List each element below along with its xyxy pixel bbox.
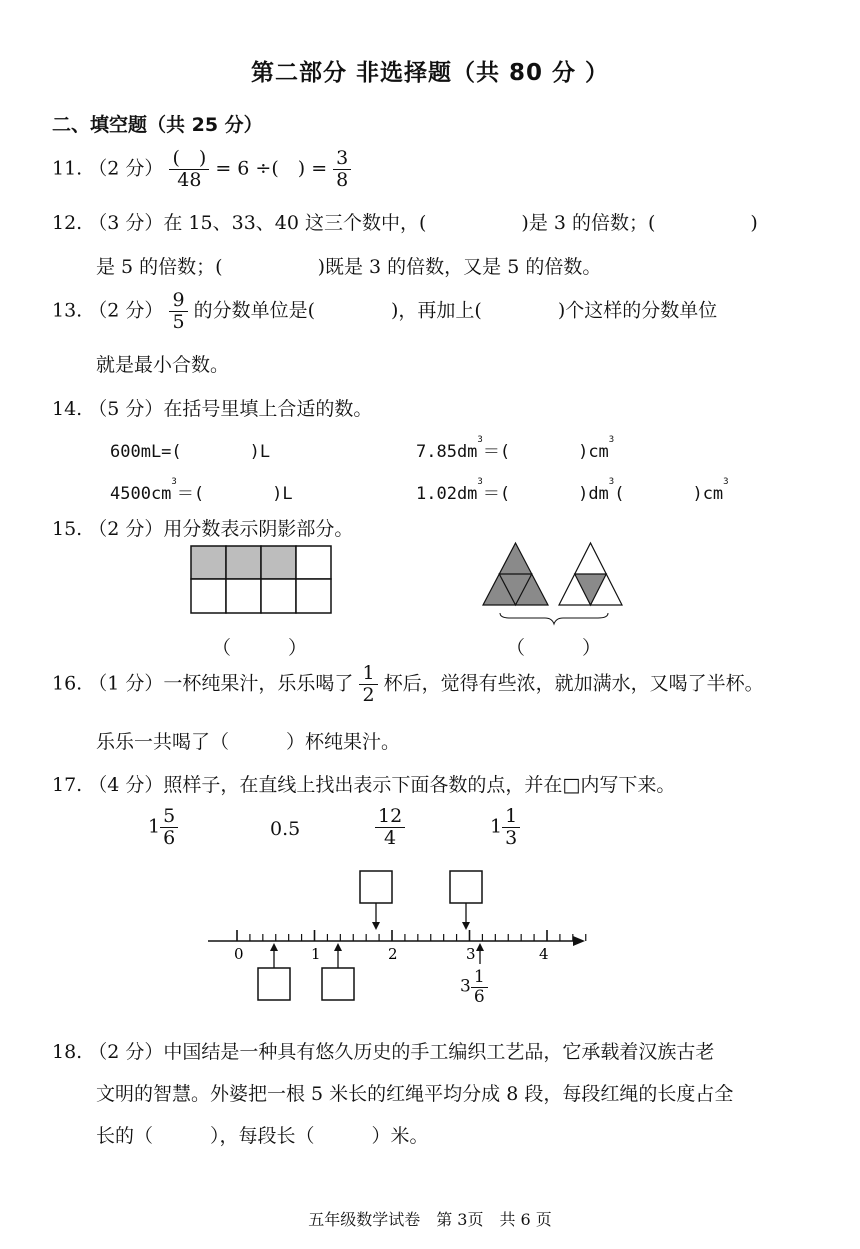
q17-value-4 (490, 806, 520, 849)
grid-cell (296, 546, 331, 579)
q14-b2 (416, 479, 729, 504)
triangles-figure (480, 540, 625, 632)
answer-box-bottom-2 (322, 968, 354, 1000)
question-13 (52, 290, 717, 333)
q11-frac1-numerator[interactable]: ( ) (169, 148, 209, 170)
q17-value-1 (148, 806, 178, 849)
number-line-figure (205, 868, 590, 1004)
q14-a1: 600mL=( )L (110, 442, 271, 462)
q14-b2-sup2: 3 (608, 477, 615, 487)
q18-line1: （2 分）中国结是一种具有悠久历史的手工编织工艺品，它承载着汉族古老 (88, 1041, 715, 1063)
q16-text2: 杯后，觉得有些浓，就加满水，又喝了半杯。 (383, 672, 764, 695)
question-18 (52, 1037, 714, 1064)
grid-cell-shaded (261, 546, 296, 579)
q17-number: 17. (52, 774, 83, 796)
q12-line1: （3 分）在 15、33、40 这三个数中，( )是 3 的倍数；( ) (88, 212, 758, 234)
v4-denominator: 3 (505, 826, 518, 849)
q14-b2-blank1: ＝( )dm (482, 484, 609, 504)
q13-line1: 的分数单位是( )，再加上( )个这样的分数单位 (193, 299, 718, 322)
q14-a2-blank: ＝( )cm (482, 442, 609, 462)
q15-answer-2[interactable]: （ ） (506, 637, 602, 659)
q13-fraction (169, 290, 187, 333)
v3-denominator: 4 (384, 826, 397, 849)
q14-b1-sup: 3 (171, 477, 177, 487)
grid-cell (226, 579, 261, 613)
q14-b1 (110, 479, 293, 504)
q14-b1-value: 4500cm (110, 484, 172, 504)
q11-fraction-1 (169, 148, 209, 191)
q16-text1: （1 分）一杯纯果汁，乐乐喝了 (88, 672, 354, 695)
v4-whole: 1 (490, 815, 503, 838)
grid-cell (191, 579, 226, 613)
q15-answer-1[interactable]: （ ） (212, 637, 308, 659)
q13-denominator: 5 (172, 310, 185, 333)
question-16 (52, 663, 764, 706)
q16-fraction (359, 663, 377, 706)
q14-b2-sup: 3 (477, 477, 483, 487)
arrow-up-icon (476, 943, 484, 951)
q17-value-3 (375, 806, 405, 849)
answer-box-bottom-1 (258, 968, 290, 1000)
brace (500, 613, 608, 624)
q14-a2 (416, 437, 614, 462)
q14-b2-sup3: 3 (723, 477, 729, 487)
q11-fraction-2 (333, 148, 351, 191)
q11-frac2-numerator: 3 (333, 148, 351, 170)
q16-numerator: 1 (359, 663, 377, 685)
tick-label-4: 4 (539, 945, 549, 963)
answer-box-top-1 (360, 871, 392, 903)
example-whole: 3 (460, 976, 471, 997)
q14-a2-value: 7.85dm (416, 442, 478, 462)
axis-arrowhead (573, 936, 585, 946)
grid-cell (261, 579, 296, 613)
q13-numerator: 9 (169, 290, 187, 312)
section-heading: 二、填空题（共 25 分） (52, 114, 263, 136)
example-numerator: 1 (471, 968, 488, 988)
q17-line1: （4 分）照样子，在直线上找出表示下面各数的点，并在□内写下来。 (88, 774, 676, 796)
q14-b1-blank: ＝( )L (176, 484, 293, 504)
q18-number: 18. (52, 1041, 83, 1063)
rectangle-grid-figure (190, 545, 332, 615)
q14-number: 14. (52, 398, 83, 420)
question-12 (52, 208, 758, 235)
q15-number: 15. (52, 518, 83, 540)
v4-numerator: 1 (502, 806, 520, 828)
q14-a2-sup2: 3 (608, 435, 615, 445)
q13-line2: 就是最小合数。 (96, 354, 230, 376)
arrow-down-icon (372, 922, 380, 930)
q12-line2: 是 5 的倍数；( )既是 3 的倍数，又是 5 的倍数。 (96, 256, 602, 278)
q16-denominator: 2 (362, 683, 375, 706)
q17-value-2: 0.5 (270, 818, 301, 840)
q14-a2-sup: 3 (477, 435, 483, 445)
tick-label-1: 1 (311, 945, 321, 963)
q14-b2-blank2: ( )cm (614, 484, 724, 504)
answer-box-top-2 (450, 871, 482, 903)
question-11 (52, 148, 351, 191)
tick-label-2: 2 (388, 945, 398, 963)
q14-b2-value: 1.02dm (416, 484, 478, 504)
q17-example-value (460, 968, 488, 1006)
v1-numerator: 5 (160, 806, 178, 828)
v1-denominator: 6 (163, 826, 176, 849)
page-footer: 五年级数学试卷 第 3页 共 6 页 (308, 1210, 552, 1229)
v1-whole: 1 (148, 815, 161, 838)
q12-number: 12. (52, 212, 83, 234)
question-14 (52, 394, 372, 421)
grid-cell-shaded (191, 546, 226, 579)
q16-number: 16. (52, 672, 83, 695)
tick-marks (237, 930, 586, 941)
tick-label-0: 0 (234, 945, 244, 963)
q11-frac1-denominator: 48 (177, 168, 202, 191)
q14-line1: （5 分）在括号里填上合适的数。 (88, 398, 373, 420)
question-15 (52, 514, 353, 541)
question-17 (52, 770, 675, 797)
q11-number: 11. (52, 157, 83, 180)
grid-cell-shaded (226, 546, 261, 579)
q16-line2: 乐乐一共喝了（ ）杯纯果汁。 (96, 731, 401, 753)
arrow-up-icon (334, 943, 342, 951)
q18-line2: 文明的智慧。外婆把一根 5 米长的红绳平均分成 8 段，每段红绳的长度占全 (96, 1083, 734, 1105)
v3-numerator: 12 (375, 806, 405, 828)
q11-frac2-denominator: 8 (336, 168, 349, 191)
page-title: 第二部分 非选择题（共 80 分 ） (250, 60, 610, 86)
q13-points: （2 分） (88, 299, 164, 322)
arrow-up-icon (270, 943, 278, 951)
q11-points: （2 分） (88, 157, 164, 180)
q13-number: 13. (52, 299, 83, 322)
arrow-down-icon (462, 922, 470, 930)
q11-middle: = 6 ÷( ) = (215, 157, 328, 180)
q15-line1: （2 分）用分数表示阴影部分。 (88, 518, 354, 540)
grid-cell (296, 579, 331, 613)
tick-label-3: 3 (466, 945, 476, 963)
example-denominator: 6 (473, 986, 485, 1007)
q18-line3: 长的（ ），每段长（ ）米。 (96, 1125, 429, 1147)
